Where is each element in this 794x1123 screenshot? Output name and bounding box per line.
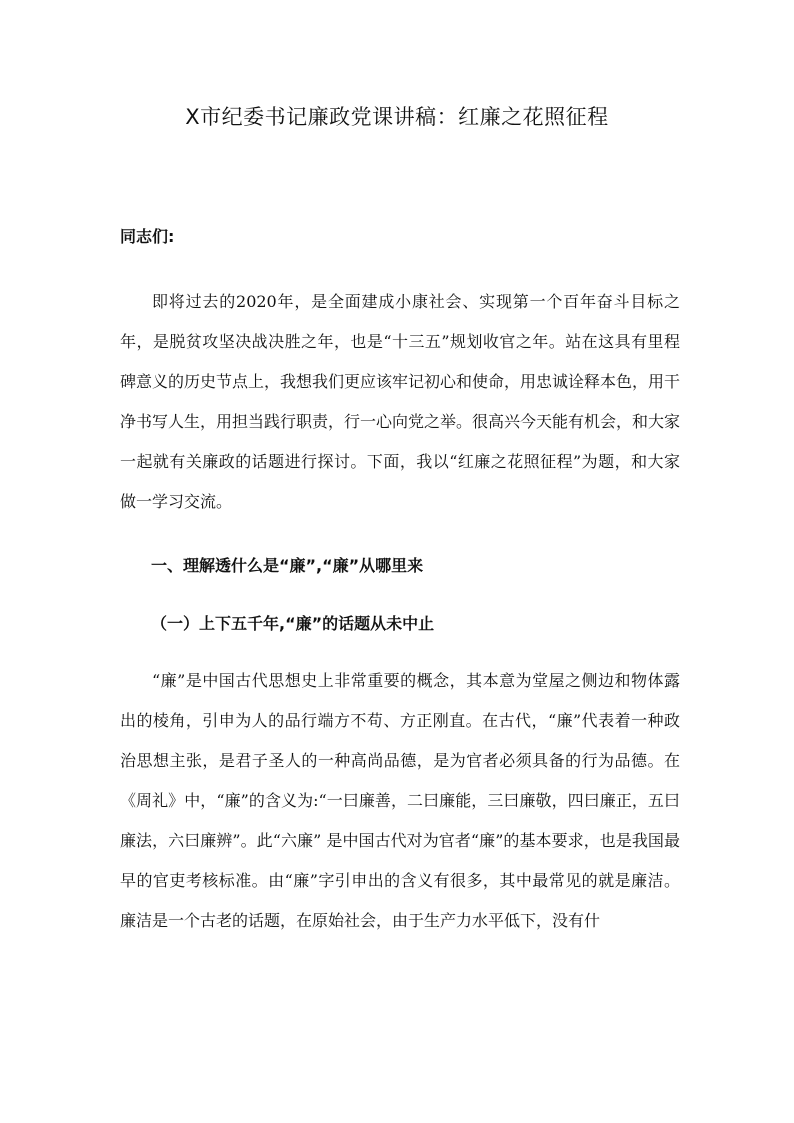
salutation: 同志们: (120, 227, 175, 246)
document-title: X市纪委书记廉政党课讲稿：红廉之花照征程 (185, 105, 609, 129)
paragraph-intro: 即将过去的2020年，是全面建成小康社会、实现第一个百年奋斗目标之年，是脱贫攻坚决战决胜之年，也是“十三五”规划收官之年。站在这具有里程碑意义的历史节点上，我想我们更应该牢记初心和使命，用忠诚诠释本色，用干净书写人生，用担当践行职责，行一心向党之举。很高兴今天能有机会，和大家一起就有关廉政的话题进行探讨。下面，我以“红廉之花照征程”为题，和大家做一学习交流。 (120, 292, 681, 511)
paragraph-lian-meaning: “廉”是中国古代思想史上非常重要的概念，其本意为堂屋之侧边和物体露出的棱角，引申为人的品行端方不苟、方正刚直。在古代，“廉”代表着一种政治思想主张，是君子圣人的一种高尚品德，是为官者必须具备的行为品德。在《周礼》中，“廉”的含义为:“一曰廉善，二曰廉能，三曰廉敬，四曰廉正，五曰廉法，六曰廉辨”。此“六廉” 是中国古代对为官者“廉”的基本要求，也是我国最早的官吏考核标准。由“廉”字引申出的含义有很多，其中最常见的就是廉洁。廉洁是一个古老的话题，在原始社会，由于生产力水平低下，没有什 (120, 671, 680, 930)
section-heading-1: 一、理解透什么是“廉”,“廉”从哪里来 (151, 556, 424, 575)
subsection-heading-1-1: （一）上下五千年,“廉”的话题从未中止 (151, 614, 435, 633)
